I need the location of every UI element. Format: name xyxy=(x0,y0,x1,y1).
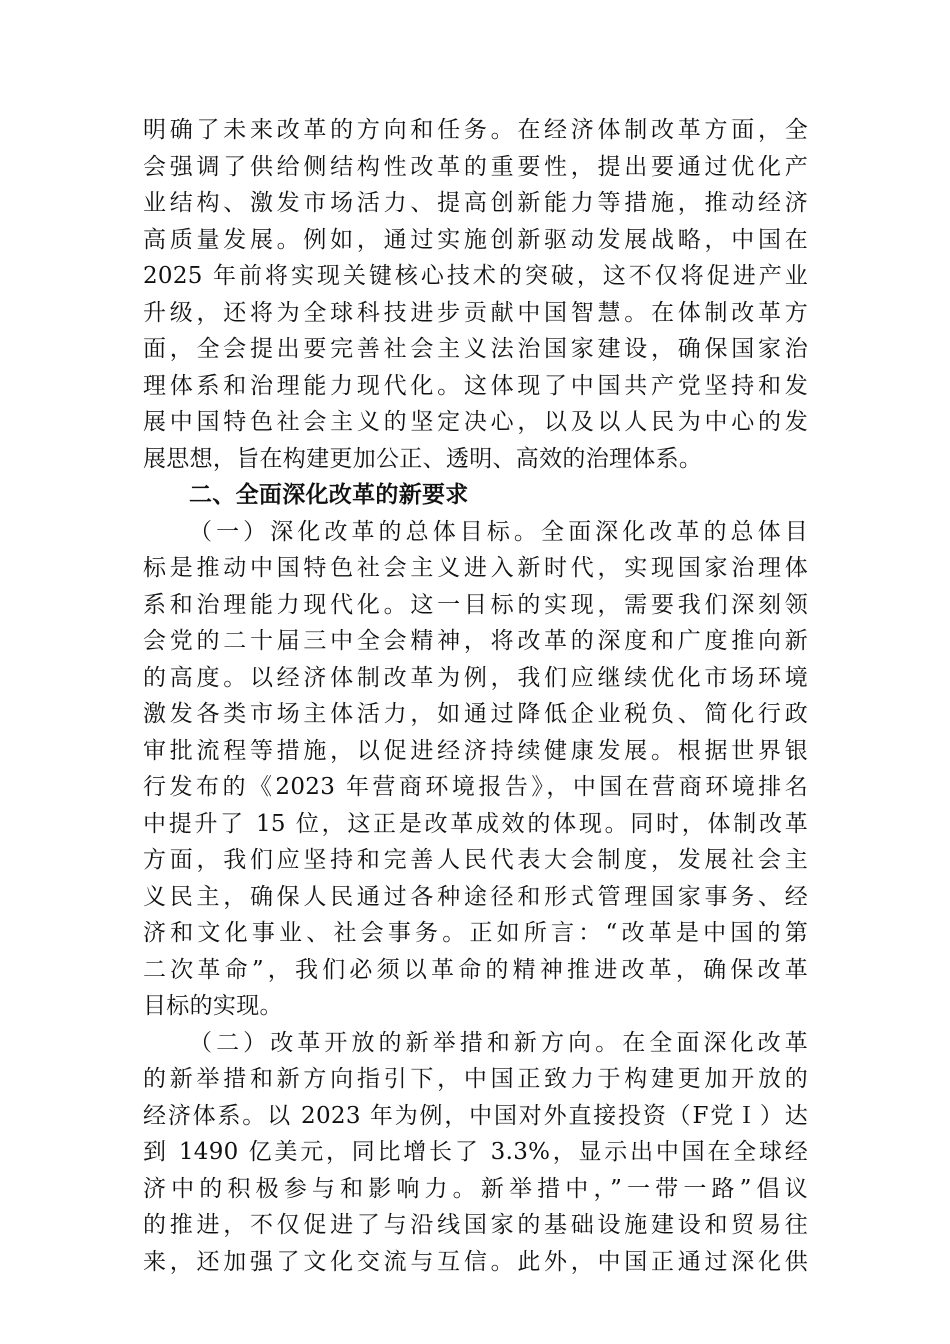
text-line: 会强调了供给侧结构性改革的重要性，提出要通过优化产 xyxy=(143,153,808,180)
text-line: 的高度。以经济体制改革为例，我们应继续优化市场环境 xyxy=(143,664,808,691)
text-line: 系和治理能力现代化。这一目标的实现，需要我们深刻领 xyxy=(143,591,808,618)
text-line: 来，还加强了文化交流与互信。此外，中国正通过深化供 xyxy=(143,1248,808,1275)
paragraph-overall-goal xyxy=(143,514,808,1025)
paragraph-new-measures xyxy=(143,1025,808,1281)
text-line: 方面，我们应坚持和完善人民代表大会制度，发展社会主 xyxy=(143,847,808,873)
text-line: 的推进，不仅促进了与沿线国家的基础设施建设和贸易往 xyxy=(143,1212,808,1238)
text-line: 升级，还将为全球科技进步贡献中国智慧。在体制改革方 xyxy=(143,299,808,326)
text-line: 面，全会提出要完善社会主义法治国家建设，确保国家治 xyxy=(143,336,808,362)
text-line: 目标的实现。 xyxy=(143,993,283,1019)
text-line: 二次革命”，我们必须以革命的精神推进改革，确保改革 xyxy=(143,956,808,983)
text-line: 济和文化事业、社会事务。正如所言：“改革是中国的第 xyxy=(143,920,808,946)
text-line: 标是推动中国特色社会主义进入新时代，实现国家治理体 xyxy=(143,555,808,581)
text-line: 经济体系。以 2023 年为例，中国对外直接投资（F党Ｉ）达 xyxy=(143,1102,808,1129)
text-line: 2025 年前将实现关键核心技术的突破，这不仅将促进产业 xyxy=(143,263,808,289)
text-line: 济中的积极参与和影响力。新举措中，”一带一路”倡议 xyxy=(143,1175,808,1202)
text-line: 高质量发展。例如，通过实施创新驱动发展战略，中国在 xyxy=(143,226,808,253)
document-body xyxy=(143,112,808,1280)
text-line: 义民主，确保人民通过各种途径和形式管理国家事务、经 xyxy=(143,883,808,910)
text-line: （二）改革开放的新举措和新方向。在全面深化改革 xyxy=(189,1029,808,1056)
text-line: 的新举措和新方向指引下，中国正致力于构建更加开放的 xyxy=(143,1066,808,1092)
text-line: （一）深化改革的总体目标。全面深化改革的总体目 xyxy=(189,518,808,545)
text-line: 展中国特色社会主义的坚定决心，以及以人民为中心的发 xyxy=(143,409,808,435)
section1-tail-paragraph xyxy=(143,112,808,477)
text-line: 会党的二十届三中全会精神，将改革的深度和广度推向新 xyxy=(143,628,808,654)
text-line: 展思想，旨在构建更加公正、透明、高效的治理体系。 xyxy=(143,445,703,472)
text-line: 到 1490 亿美元，同比增长了 3.3%，显示出中国在全球经 xyxy=(143,1139,808,1165)
text-line: 理体系和治理能力现代化。这体现了中国共产党坚持和发 xyxy=(143,372,808,399)
section-heading: 二、全面深化改革的新要求 xyxy=(189,482,469,508)
text-line: 中提升了 15 位，这正是改革成效的体现。同时，体制改革 xyxy=(143,810,808,837)
text-line: 审批流程等措施，以促进经济持续健康发展。根据世界银 xyxy=(143,737,808,764)
text-line: 激发各类市场主体活力，如通过降低企业税负、简化行政 xyxy=(143,701,808,727)
text-line: 行发布的《2023 年营商环境报告》，中国在营商环境排名 xyxy=(143,774,808,800)
text-line: 明确了未来改革的方向和任务。在经济体制改革方面，全 xyxy=(143,117,808,143)
text-line: 业结构、激发市场活力、提高创新能力等措施，推动经济 xyxy=(143,190,808,216)
